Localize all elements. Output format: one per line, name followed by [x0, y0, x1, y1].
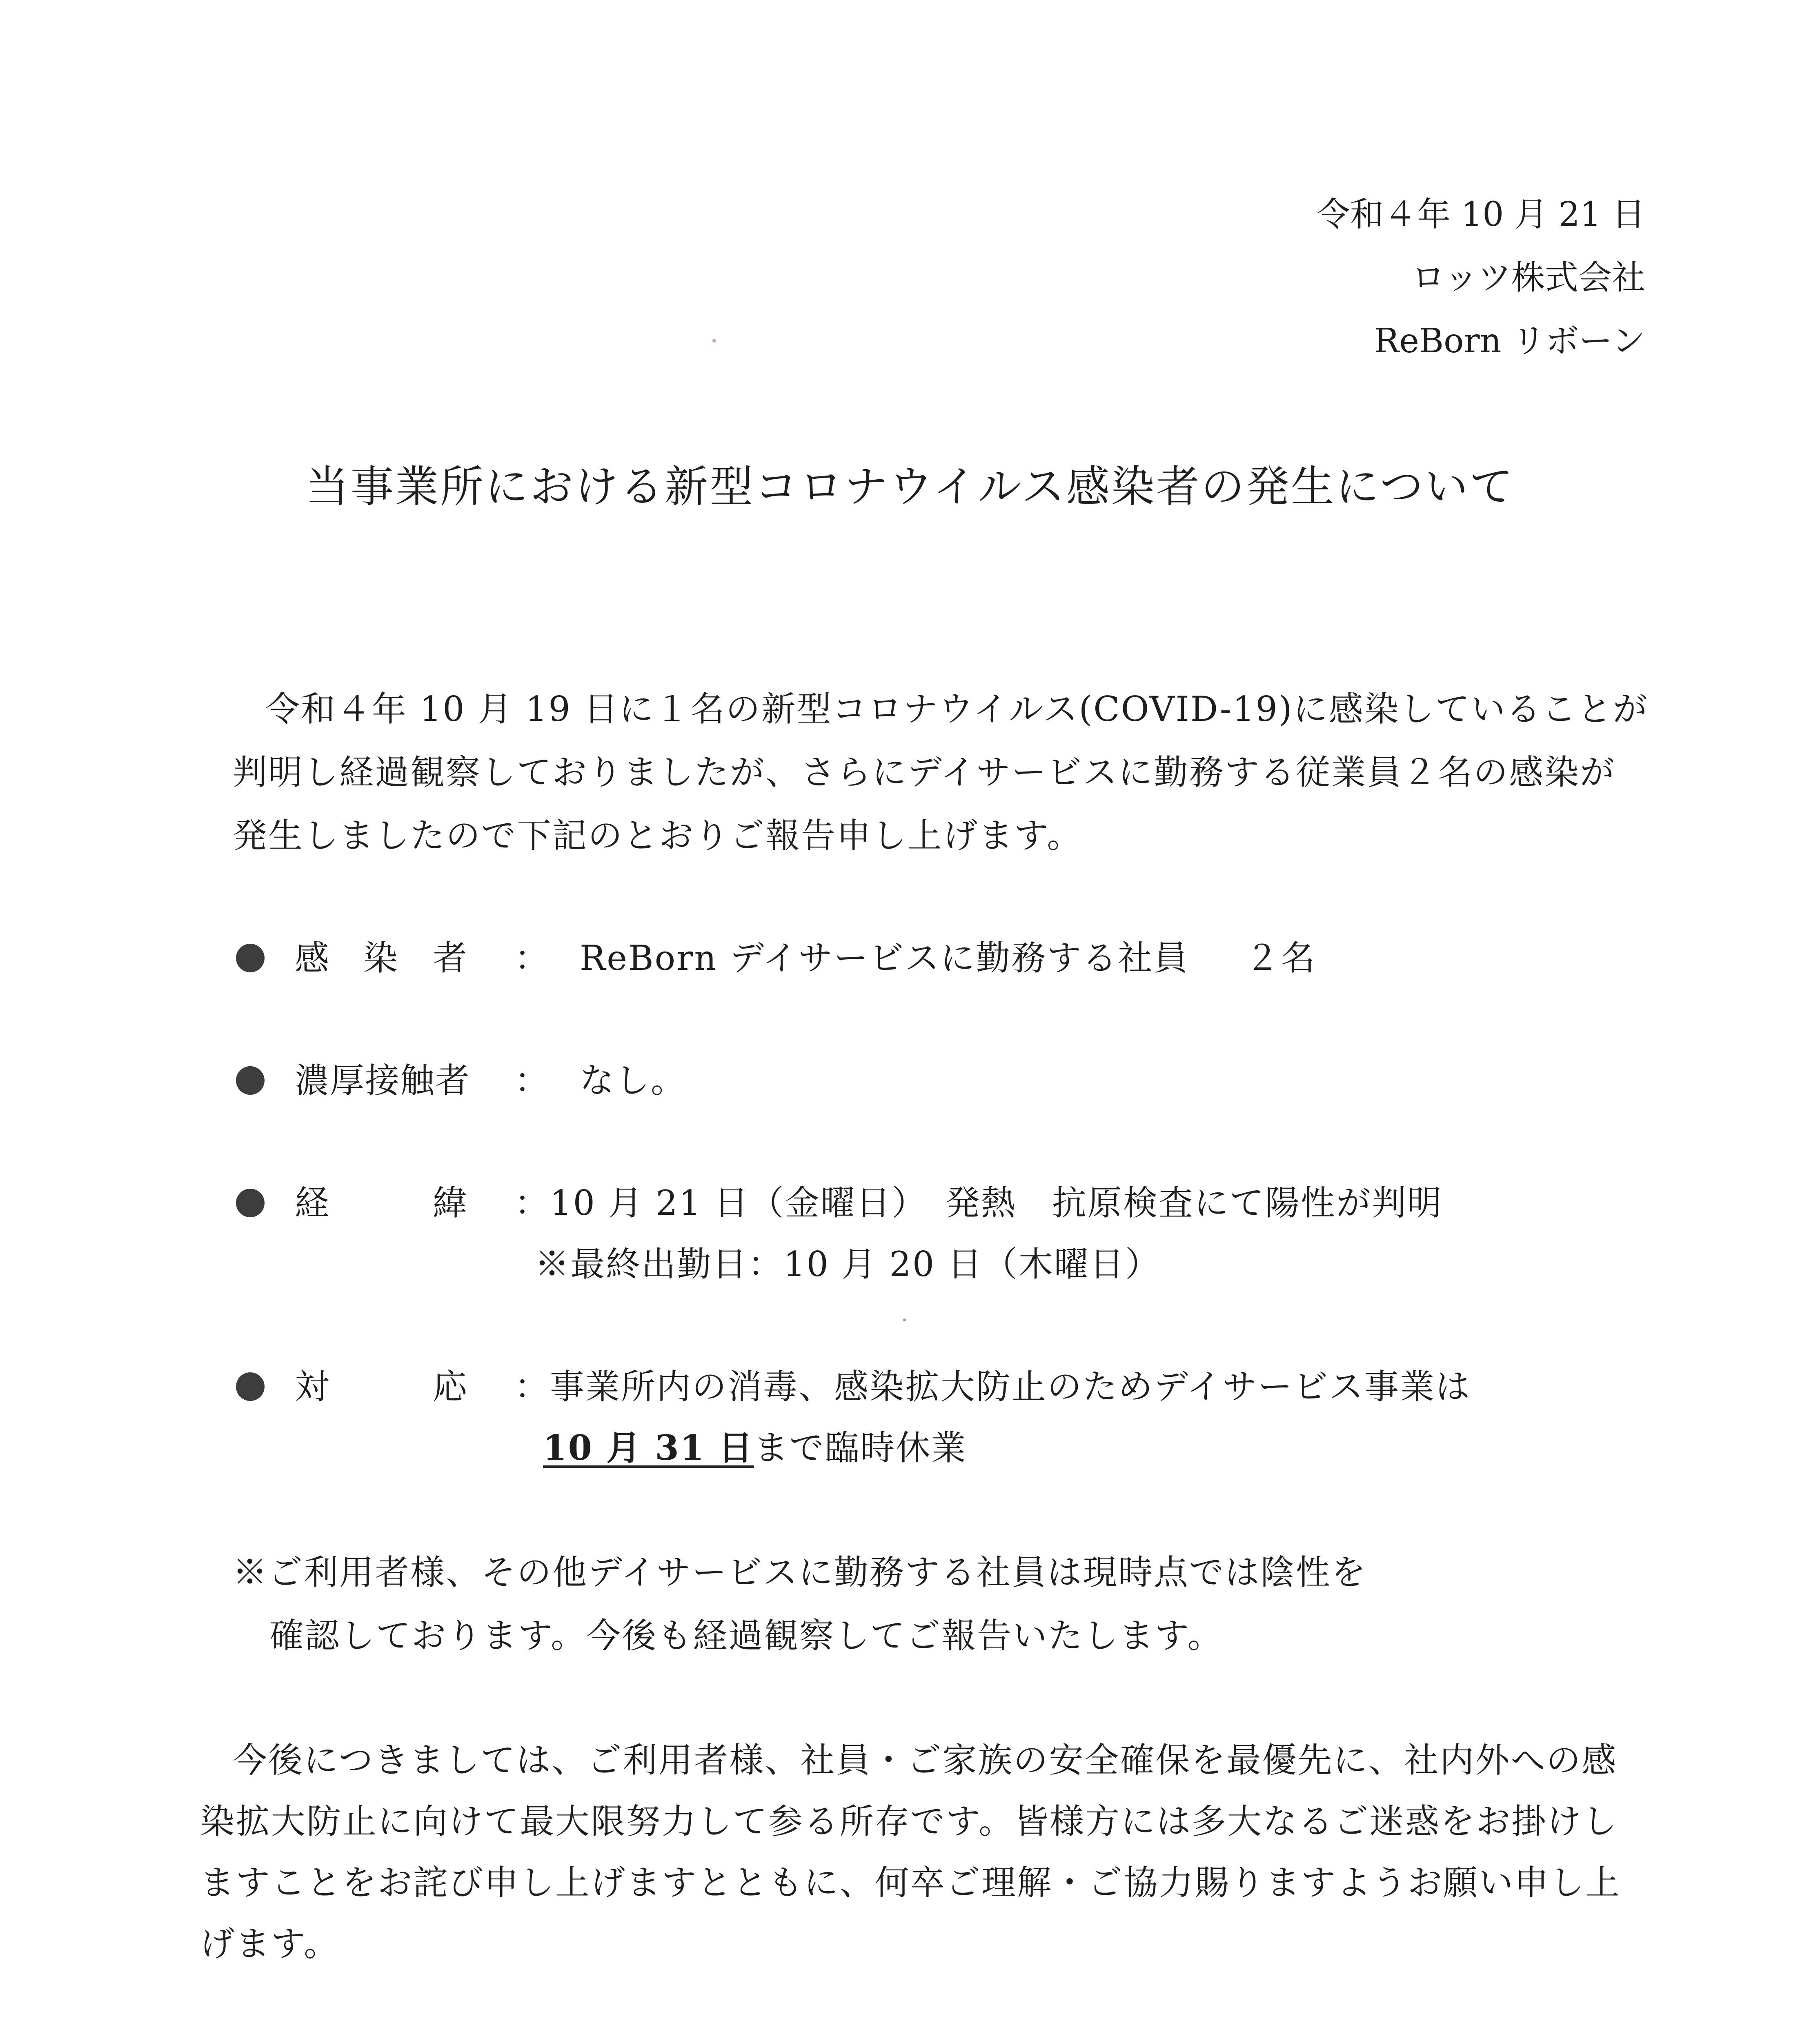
item-response-label-char: 対: [295, 1367, 329, 1407]
closing-line-4: げます。: [200, 1924, 340, 1964]
closing-line-2: 染拡大防止に向けて最大限努力して参る所存です。皆様方には多大なるご迷惑をお掛けし: [200, 1801, 1618, 1841]
facility-name: ReBorn リボーン: [1374, 322, 1645, 360]
bullet-icon: [236, 944, 265, 972]
company-name: ロッツ株式会社: [1411, 258, 1645, 297]
bullet-icon: [236, 1372, 265, 1401]
intro-line-3: 発生しましたので下記のとおりご報告申し上げます。: [233, 816, 1083, 856]
closure-end-date: 10 月 31 日: [543, 1427, 754, 1468]
closing-line-1: 今後につきましては、ご利用者様、社員・ご家族の安全確保を最優先に、社内外への感: [233, 1740, 1618, 1780]
item-infected-value: ReBorn デイサービスに勤務する社員: [580, 938, 1189, 978]
item-infected-label-char: 染: [363, 938, 398, 978]
intro-line-1: 令和４年 10 月 19 日に１名の新型コロナウイルス(COVID-19)に感染していることが: [265, 689, 1649, 729]
bullet-icon: [236, 1066, 265, 1095]
closing-line-3: ますことをお詫び申し上げますとともに、何卒ご理解・ご協力賜りますようお願い申し上: [200, 1863, 1621, 1903]
item-response-label-char: 応: [433, 1367, 467, 1407]
item-infected-count: ２名: [1245, 938, 1317, 978]
scan-speck: [712, 339, 716, 342]
note-line-1: ※ご利用者様、その他デイサービスに勤務する社員は現時点では陰性を: [233, 1552, 1367, 1592]
note-line-2: 確認しております。今後も経過観察してご報告いたします。: [269, 1616, 1223, 1656]
item-history-line-1: ：10 月 21 日（金曜日） 発熱 抗原検査にて陽性が判明: [514, 1183, 1443, 1223]
item-history-label-char: 緯: [433, 1183, 467, 1223]
scan-speck: [903, 1318, 906, 1321]
closure-text: まで臨時休業: [754, 1428, 967, 1468]
item-contact-label: 濃厚接触者: [295, 1061, 471, 1101]
item-response-line-2: [543, 1427, 967, 1468]
document-title: 当事業所における新型コロナウイルス感染者の発生について: [305, 462, 1515, 512]
item-contact-value: なし。: [580, 1061, 687, 1101]
item-history-label-char: 経: [295, 1183, 329, 1223]
item-history-line-2: ※最終出勤日：10 月 20 日（木曜日）: [535, 1244, 1161, 1284]
item-contact-colon: ：: [514, 1061, 549, 1101]
item-infected-colon: ：: [514, 938, 549, 978]
item-infected-label-char: 者: [433, 938, 467, 978]
document-date: 令和４年 10 月 21 日: [1317, 195, 1645, 234]
bullet-icon: [236, 1189, 265, 1217]
item-response-line-1: ：事業所内の消毒、感染拡大防止のためデイサービス事業は: [514, 1367, 1471, 1407]
intro-line-2: 判明し経過観察しておりましたが、さらにデイサービスに勤務する従業員２名の感染が: [233, 752, 1616, 792]
item-infected-label-char: 感: [295, 938, 329, 978]
